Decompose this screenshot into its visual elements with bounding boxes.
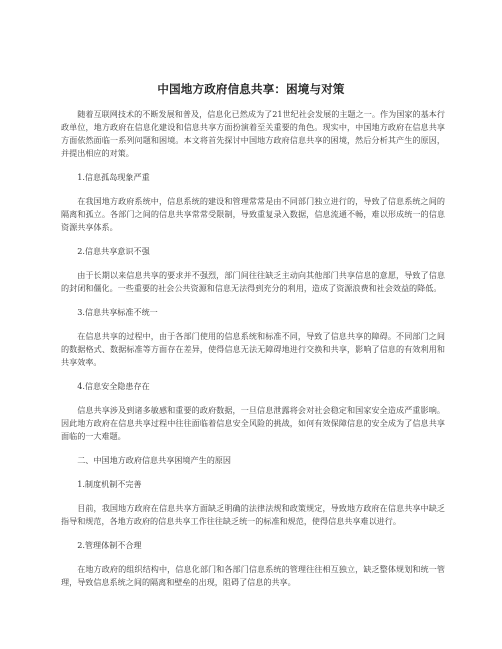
body-paragraph: 在信息共享的过程中，由于各部门使用的信息系统和标准不同，导致了信息共享的障碍。不同部门之间的数据格式、数据标准等方面存在差异，使得信息无法无障碍地进行交换和共享，影响了信息的有效利用和共享效率。 <box>61 331 445 367</box>
section-heading: 4.信息安全隐患存在 <box>77 381 150 391</box>
section-heading: 3.信息共享标准不统一 <box>77 307 158 317</box>
section-heading: 1.信息孤岛现象严重 <box>77 172 150 182</box>
body-paragraph: 目前，我国地方政府在信息共享方面缺乏明确的法律法规和政策规定，导致地方政府在信息共享中缺乏指导和规范，各地方政府的信息共享工作往往缺乏统一的标准和规范，使得信息共享难以进行。 <box>61 503 445 526</box>
body-paragraph: 随着互联网技术的不断发展和普及，信息化已然成为了21世纪社会发展的主题之一。作为国家的基本行政单位，地方政府在信息化建设和信息共享方面扮演着至关重要的角色。现实中，中国地方政府在信息共享方面依然面临一系列问题和困境。本文将首先探讨中国地方政府信息共享的困境，然后分析其产生的原因，并提出相应的对策。 <box>61 109 445 158</box>
body-paragraph: 由于长期以来信息共享的要求并不强烈，部门间往往缺乏主动向其他部门共享信息的意愿，导致了信息的封闭和僵化。一些重要的社会公共资源和信息无法得到充分的利用，造成了资源浪费和社会效益的降低。 <box>61 270 445 293</box>
body-paragraph: 信息共享涉及到诸多敏感和重要的政府数据，一旦信息泄露将会对社会稳定和国家安全造成严重影响。因此地方政府在信息共享过程中往往面临着信息安全风险的挑战，如何有效保障信息的安全成为了信息共享面临的一大难题。 <box>61 405 445 441</box>
section-heading: 2.信息共享意识不强 <box>77 246 150 256</box>
body-paragraph: 在我国地方政府系统中，信息系统的建设和管理常常是由不同部门独立进行的，导致了信息系统之间的隔离和孤立。各部门之间的信息共享常常受限制，导致重复录入数据，信息流通不畅，难以形成统一的信息资源共享体系。 <box>61 196 445 232</box>
document-body <box>61 108 445 600</box>
section-heading: 2.管理体制不合理 <box>77 540 142 550</box>
section-heading: 二、中国地方政府信息共享困境产生的原因 <box>77 455 231 465</box>
body-paragraph: 在地方政府的组织结构中，信息化部门和各部门信息系统的管理往往相互独立，缺乏整体规划和统一管理，导致信息系统之间的隔离和壁垒的出现，阻碍了信息的共享。 <box>61 564 445 587</box>
section-heading: 1.制度机制不完善 <box>77 479 142 489</box>
document-title: 中国地方政府信息共享：困境与对策 <box>157 82 345 96</box>
